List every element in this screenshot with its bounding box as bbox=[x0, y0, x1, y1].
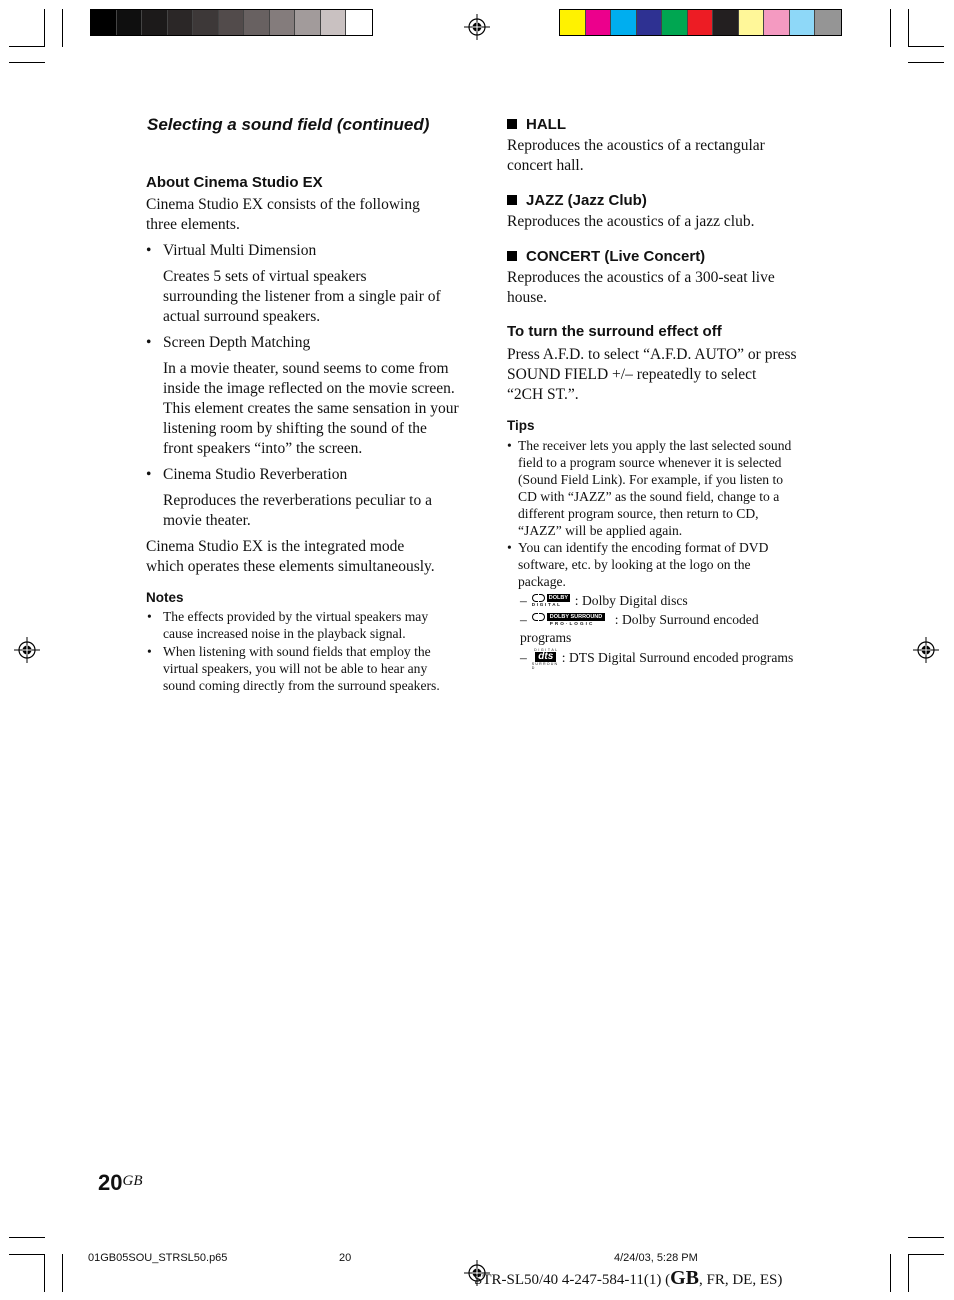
logo-desc: : DTS Digital Surround encoded programs bbox=[561, 650, 794, 665]
color-swatch bbox=[713, 10, 739, 35]
tip-line: package. bbox=[518, 574, 566, 589]
turn-off-line: SOUND FIELD +/– repeatedly to select bbox=[507, 366, 757, 383]
grayscale-swatch bbox=[219, 10, 245, 35]
tip-item bbox=[507, 539, 837, 590]
note-line: virtual speakers, you will not be able to hear any bbox=[163, 661, 428, 676]
note-item bbox=[146, 608, 476, 642]
bullet-icon: • bbox=[146, 242, 152, 259]
grayscale-calibration-bar bbox=[90, 9, 373, 36]
right-column bbox=[507, 116, 837, 670]
model-info-suffix: , FR, DE, ES) bbox=[699, 1272, 783, 1288]
notes-heading: Notes bbox=[146, 590, 184, 605]
turn-off-line: “2CH ST.”. bbox=[507, 386, 579, 403]
logo-desc: : Dolby Digital discs bbox=[574, 593, 688, 608]
tip-line: (Sound Field Link). For example, if you listen to bbox=[518, 472, 784, 487]
logo-desc: : Dolby Surround encoded bbox=[614, 612, 759, 627]
logo-item-dolby-surround: – DOLBY SURROUND P R O · L O G I C : Dolby Surround encoded bbox=[520, 612, 759, 627]
outro-line: Cinema Studio EX is the integrated mode bbox=[146, 538, 405, 555]
tip-line: “JAZZ” will be applied again. bbox=[518, 523, 683, 538]
element-desc-line: Reproduces the reverberations peculiar to a bbox=[163, 492, 432, 509]
dolby-surround-logo-icon bbox=[532, 612, 615, 627]
sound-field-jazz bbox=[507, 192, 837, 232]
tips-heading: Tips bbox=[507, 418, 535, 433]
element-desc-line: Creates 5 sets of virtual speakers bbox=[163, 268, 367, 285]
field-desc-line: concert hall. bbox=[507, 157, 584, 174]
grayscale-swatch bbox=[193, 10, 219, 35]
color-swatch bbox=[688, 10, 714, 35]
element-title: Cinema Studio Reverberation bbox=[163, 466, 348, 483]
grayscale-swatch bbox=[295, 10, 321, 35]
tip-item bbox=[507, 437, 837, 539]
color-swatch bbox=[611, 10, 637, 35]
dts-text: dts bbox=[535, 652, 556, 662]
tip-line: software, etc. by looking at the logo on the bbox=[518, 557, 751, 572]
tip-line: CD with “JAZZ” as the sound field, change to a bbox=[518, 489, 780, 504]
intro-line: Cinema Studio EX consists of the following bbox=[146, 196, 420, 213]
dolby-logo-text: DOLBY bbox=[548, 594, 569, 601]
logo-list bbox=[507, 591, 837, 670]
field-name: HALL bbox=[526, 116, 566, 133]
digital-logo-text: D I G I T A L bbox=[531, 602, 561, 607]
grayscale-swatch bbox=[168, 10, 194, 35]
grayscale-swatch bbox=[244, 10, 270, 35]
outro-line: which operates these elements simultaneously. bbox=[146, 558, 435, 575]
grayscale-swatch bbox=[321, 10, 347, 35]
page-number-suffix: GB bbox=[122, 1173, 143, 1189]
grayscale-swatch bbox=[91, 10, 117, 35]
element-desc-line: In a movie theater, sound seems to come from bbox=[163, 360, 449, 377]
footer-file-name: 01GB05SOU_STRSL50.p65 bbox=[88, 1252, 228, 1264]
sound-field-concert bbox=[507, 248, 837, 308]
element-desc-line: actual surround speakers. bbox=[163, 308, 321, 325]
element-item bbox=[146, 333, 476, 459]
dts-bottom-text: S U R R O U N D bbox=[531, 662, 558, 670]
grayscale-swatch bbox=[117, 10, 143, 35]
color-swatch bbox=[764, 10, 790, 35]
left-column bbox=[146, 173, 476, 694]
element-title: Screen Depth Matching bbox=[163, 334, 311, 351]
field-name: JAZZ (Jazz Club) bbox=[526, 192, 647, 209]
grayscale-swatch bbox=[346, 10, 372, 35]
tip-line: different program source, then return to CD, bbox=[518, 506, 759, 521]
note-line: The effects provided by the virtual speakers may bbox=[163, 609, 429, 624]
tip-line: field to a program source whenever it is selected bbox=[518, 455, 782, 470]
square-bullet-icon bbox=[507, 119, 517, 129]
footer-timestamp: 4/24/03, 5:28 PM bbox=[614, 1252, 698, 1264]
registration-target-left bbox=[14, 637, 40, 663]
logo-item-dolby-digital: – DOLBY D I G I T A L : Dolby Digital discs bbox=[520, 593, 688, 608]
color-swatch bbox=[662, 10, 688, 35]
dts-top-text: D I G I T A L bbox=[534, 648, 558, 652]
sound-field-hall bbox=[507, 116, 837, 176]
element-desc-line: listening room by shifting the sound of the bbox=[163, 420, 427, 437]
element-desc-line: front speakers “into” the screen. bbox=[163, 440, 363, 457]
grayscale-swatch bbox=[142, 10, 168, 35]
element-desc-line: surrounding the listener from a single pair of bbox=[163, 288, 441, 305]
bullet-icon: • bbox=[147, 644, 152, 659]
grayscale-swatch bbox=[270, 10, 296, 35]
bullet-icon: • bbox=[147, 609, 152, 624]
tip-line: The receiver lets you apply the last selected sound bbox=[518, 438, 792, 453]
element-desc-line: movie theater. bbox=[163, 512, 251, 529]
note-line: cause increased noise in the playback signal. bbox=[163, 626, 406, 641]
element-desc-line: This element creates the same sensation in your bbox=[163, 400, 459, 417]
color-swatch bbox=[815, 10, 841, 35]
square-bullet-icon bbox=[507, 251, 517, 261]
intro-line: three elements. bbox=[146, 216, 240, 233]
turn-off-line: Press A.F.D. to select “A.F.D. AUTO” or press bbox=[507, 346, 797, 363]
field-desc-line: Reproduces the acoustics of a jazz club. bbox=[507, 213, 755, 230]
model-info-prefix: STR-SL50/40 4-247-584-11(1) ( bbox=[474, 1272, 671, 1288]
page-number-value: 20 bbox=[98, 1170, 123, 1195]
logo-item-dts: – D I G I T A L dts S U R R O U N D : DTS Digital Surround encoded programs bbox=[520, 648, 794, 670]
pro-logic-logo-text: P R O · L O G I C bbox=[549, 621, 593, 626]
tip-line: You can identify the encoding format of DVD bbox=[518, 540, 769, 555]
element-item bbox=[146, 465, 476, 531]
turn-off-heading: To turn the surround effect off bbox=[507, 323, 722, 340]
model-info-gb: GB bbox=[670, 1267, 699, 1289]
bullet-icon: • bbox=[146, 466, 152, 483]
section-title: Selecting a sound field (continued) bbox=[147, 115, 430, 134]
footer-file-page: 20 bbox=[339, 1252, 352, 1264]
logo-desc-cont: programs bbox=[520, 630, 572, 645]
bullet-icon: • bbox=[507, 540, 512, 555]
note-line: When listening with sound fields that employ the bbox=[163, 644, 431, 659]
color-swatch bbox=[586, 10, 612, 35]
footer-model-info bbox=[474, 1266, 782, 1292]
field-desc-line: Reproduces the acoustics of a rectangular bbox=[507, 137, 765, 154]
dolby-surround-logo-text: DOLBY SURROUND bbox=[547, 613, 605, 621]
note-item bbox=[146, 643, 476, 694]
registration-target-right bbox=[913, 637, 939, 663]
page-number bbox=[98, 1168, 142, 1198]
bullet-icon: • bbox=[146, 334, 152, 351]
element-title: Virtual Multi Dimension bbox=[163, 242, 317, 259]
field-desc-line: house. bbox=[507, 289, 548, 306]
dts-logo-icon bbox=[531, 648, 560, 670]
color-calibration-bar bbox=[559, 9, 842, 36]
color-swatch bbox=[790, 10, 816, 35]
color-swatch bbox=[560, 10, 586, 35]
square-bullet-icon bbox=[507, 195, 517, 205]
field-name: CONCERT (Live Concert) bbox=[526, 248, 706, 265]
field-desc-line: Reproduces the acoustics of a 300-seat live bbox=[507, 269, 775, 286]
dolby-digital-logo-icon bbox=[532, 593, 575, 608]
bullet-icon: • bbox=[507, 438, 512, 453]
color-swatch bbox=[739, 10, 765, 35]
element-item bbox=[146, 241, 476, 327]
element-desc-line: inside the image reflected on the movie screen. bbox=[163, 380, 455, 397]
note-line: sound coming directly from the surround speakers. bbox=[163, 678, 440, 693]
about-heading: About Cinema Studio EX bbox=[146, 174, 323, 191]
registration-target-top bbox=[464, 14, 490, 40]
color-swatch bbox=[637, 10, 663, 35]
